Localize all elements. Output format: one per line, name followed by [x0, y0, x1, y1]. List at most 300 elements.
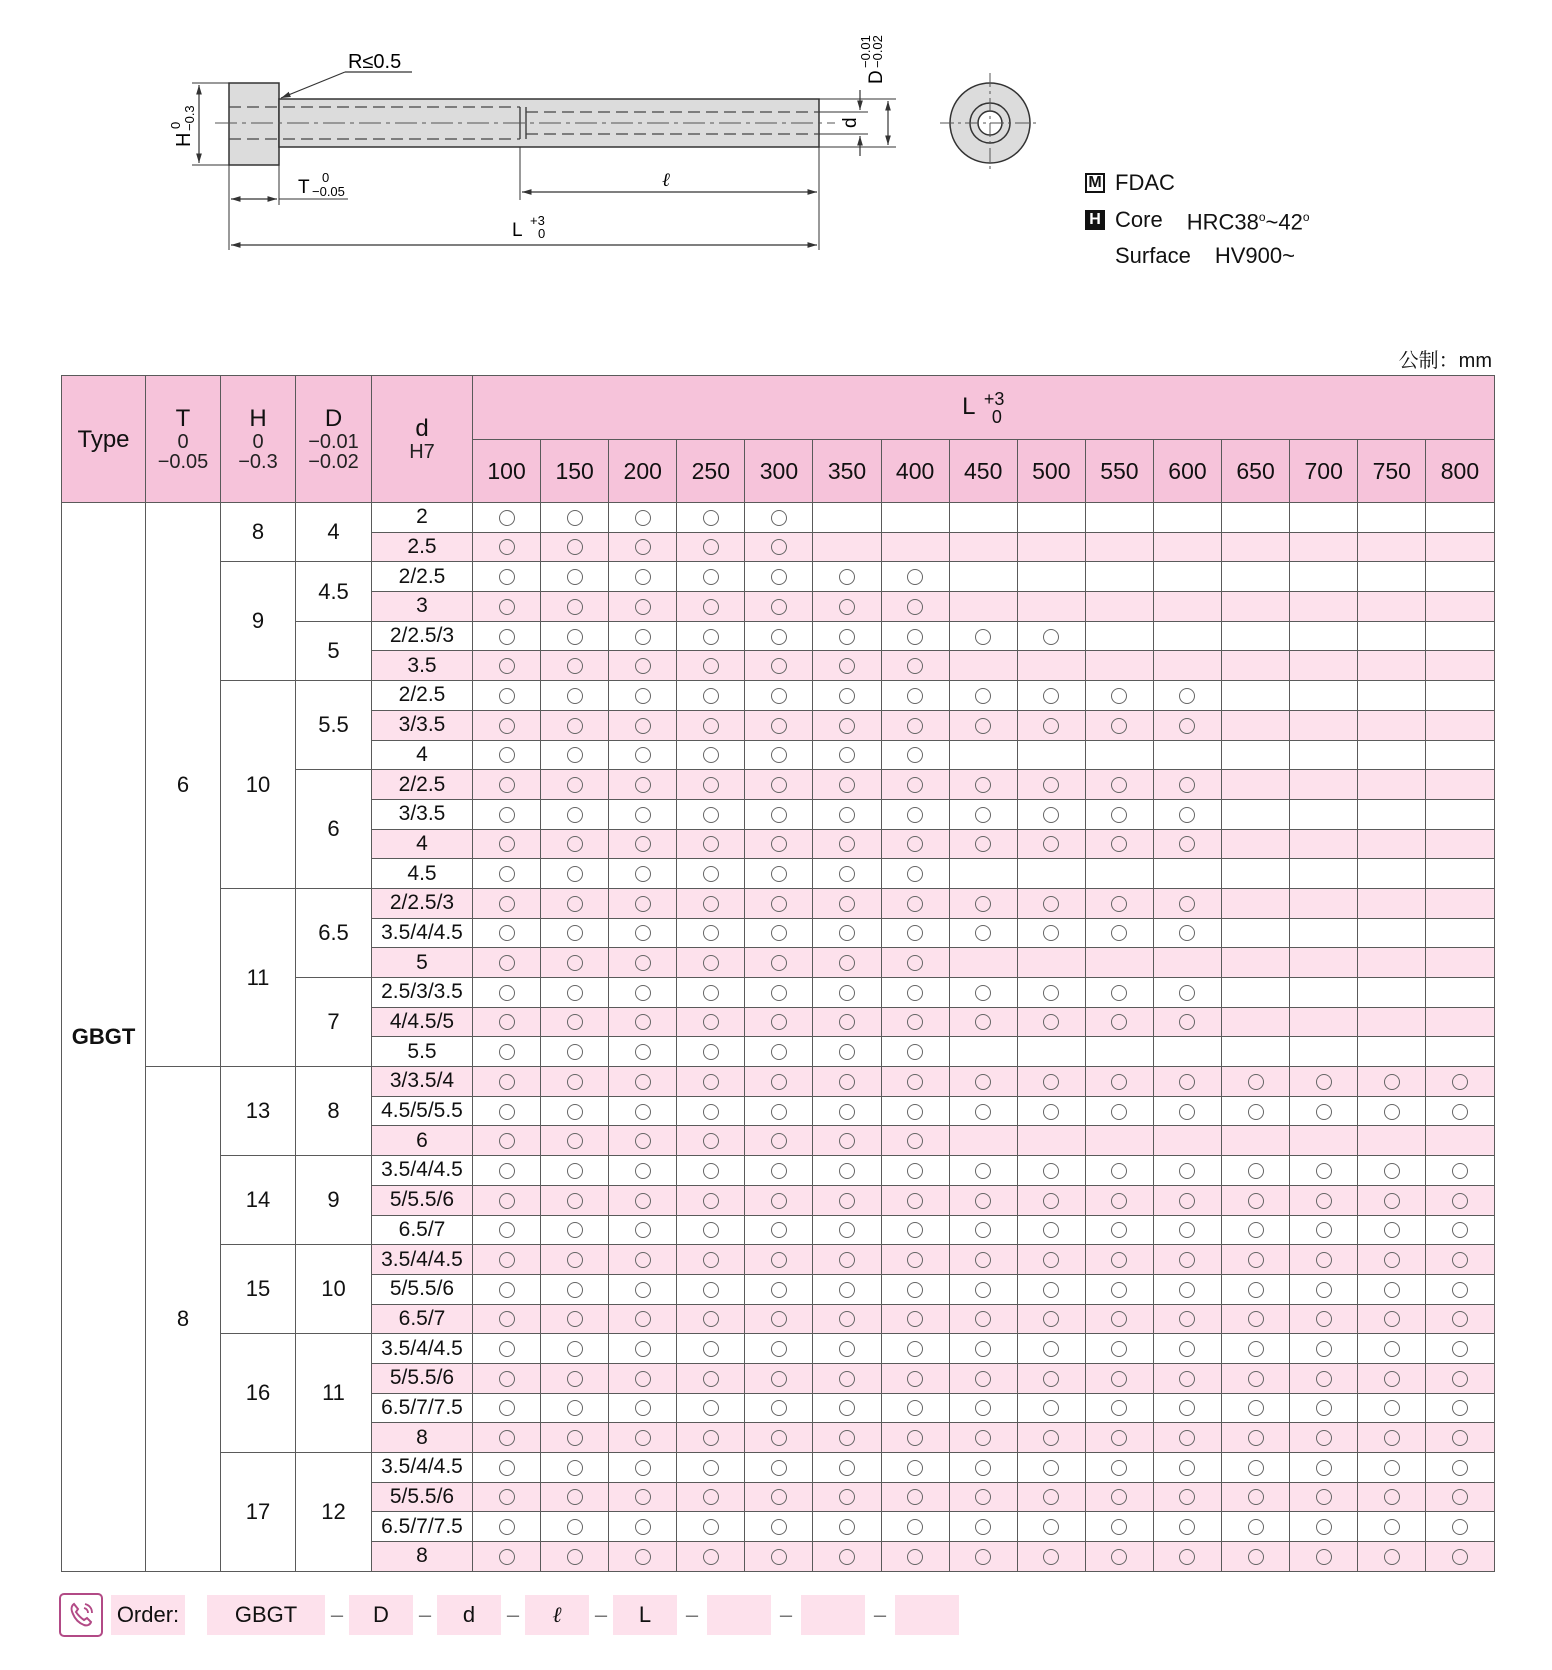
- available-mark: [1179, 1282, 1195, 1298]
- availability-cell: [1222, 1423, 1290, 1453]
- availability-cell: [1358, 1334, 1426, 1364]
- availability-cell: [745, 1363, 813, 1393]
- available-mark: [907, 985, 923, 1001]
- available-mark: [1043, 836, 1059, 852]
- availability-cell: [745, 1245, 813, 1275]
- available-mark: [771, 629, 787, 645]
- available-mark: [1452, 1489, 1468, 1505]
- available-mark: [635, 1400, 651, 1416]
- table-row: [62, 1453, 1495, 1483]
- availability-cell: [1085, 532, 1153, 562]
- availability-cell: [1290, 1185, 1358, 1215]
- available-mark: [703, 1400, 719, 1416]
- available-mark: [1111, 1282, 1127, 1298]
- availability-cell: [949, 1245, 1017, 1275]
- availability-cell: [1153, 651, 1221, 681]
- availability-cell: [1017, 1185, 1085, 1215]
- availability-cell: [1358, 1067, 1426, 1097]
- availability-cell: [541, 918, 609, 948]
- availability-cell: [1085, 770, 1153, 800]
- available-mark: [567, 925, 583, 941]
- availability-cell: [949, 859, 1017, 889]
- availability-cell: [1153, 1482, 1221, 1512]
- available-mark: [703, 1282, 719, 1298]
- available-mark: [771, 836, 787, 852]
- availability-cell: [677, 978, 745, 1008]
- available-mark: [499, 1163, 515, 1179]
- availability-cell: [881, 859, 949, 889]
- availability-cell: [1290, 770, 1358, 800]
- available-mark: [567, 985, 583, 1001]
- available-mark: [703, 1163, 719, 1179]
- availability-cell: [745, 503, 813, 533]
- order-field-7: [895, 1595, 959, 1635]
- availability-cell: [881, 1363, 949, 1393]
- availability-cell: [1358, 770, 1426, 800]
- available-mark: [771, 569, 787, 585]
- d-cell: 3.5/4/4.5: [372, 1156, 473, 1186]
- availability-cell: [1017, 1037, 1085, 1067]
- availability-cell: [473, 1304, 541, 1334]
- available-mark: [567, 955, 583, 971]
- availability-cell: [1222, 1542, 1290, 1572]
- available-mark: [567, 777, 583, 793]
- availability-cell: [745, 770, 813, 800]
- availability-cell: [1153, 532, 1221, 562]
- available-mark: [771, 1489, 787, 1505]
- availability-cell: [1426, 592, 1494, 622]
- availability-cell: [1358, 562, 1426, 592]
- available-mark: [975, 1371, 991, 1387]
- available-mark: [1179, 1163, 1195, 1179]
- available-mark: [1316, 1104, 1332, 1120]
- available-mark: [1248, 1341, 1264, 1357]
- availability-cell: [1290, 710, 1358, 740]
- availability-cell: [1426, 532, 1494, 562]
- availability-cell: [677, 1512, 745, 1542]
- available-mark: [567, 836, 583, 852]
- available-mark: [703, 1549, 719, 1565]
- available-mark: [1043, 925, 1059, 941]
- availability-cell: [949, 562, 1017, 592]
- order-field-4: L: [613, 1595, 677, 1635]
- available-mark: [771, 777, 787, 793]
- availability-cell: [745, 681, 813, 711]
- d-cell: 5/5.5/6: [372, 1274, 473, 1304]
- availability-cell: [949, 1423, 1017, 1453]
- availability-cell: [1222, 978, 1290, 1008]
- available-mark: [1043, 629, 1059, 645]
- availability-cell: [609, 651, 677, 681]
- availability-cell: [541, 948, 609, 978]
- availability-cell: [473, 681, 541, 711]
- availability-cell: [1017, 948, 1085, 978]
- available-mark: [1043, 1341, 1059, 1357]
- available-mark: [703, 688, 719, 704]
- available-mark: [567, 718, 583, 734]
- table-row: [62, 1156, 1495, 1186]
- availability-cell: [1290, 1156, 1358, 1186]
- available-mark: [839, 866, 855, 882]
- d-cell: 6.5/7: [372, 1304, 473, 1334]
- available-mark: [907, 1519, 923, 1535]
- available-mark: [1111, 1430, 1127, 1446]
- available-mark: [635, 1163, 651, 1179]
- available-mark: [839, 807, 855, 823]
- availability-cell: [541, 1007, 609, 1037]
- availability-cell: [473, 740, 541, 770]
- availability-cell: [609, 503, 677, 533]
- available-mark: [771, 1252, 787, 1268]
- available-mark: [1111, 1460, 1127, 1476]
- available-mark: [703, 1014, 719, 1030]
- available-mark: [839, 1341, 855, 1357]
- available-mark: [975, 629, 991, 645]
- availability-cell: [813, 918, 881, 948]
- available-mark: [703, 1104, 719, 1120]
- available-mark: [635, 1460, 651, 1476]
- available-mark: [1179, 777, 1195, 793]
- available-mark: [907, 629, 923, 645]
- availability-cell: [677, 1215, 745, 1245]
- availability-cell: [541, 1156, 609, 1186]
- material-badge: M: [1085, 173, 1105, 193]
- availability-cell: [1290, 1423, 1358, 1453]
- availability-cell: [881, 562, 949, 592]
- available-mark: [839, 1489, 855, 1505]
- availability-cell: [1017, 1096, 1085, 1126]
- availability-cell: [1222, 918, 1290, 948]
- available-mark: [1043, 1519, 1059, 1535]
- availability-cell: [745, 829, 813, 859]
- d-cell: 3.5/4/4.5: [372, 1453, 473, 1483]
- availability-cell: [1358, 651, 1426, 681]
- availability-cell: [1426, 1393, 1494, 1423]
- available-mark: [703, 629, 719, 645]
- available-mark: [567, 896, 583, 912]
- available-mark: [907, 896, 923, 912]
- available-mark: [975, 896, 991, 912]
- availability-cell: [949, 1007, 1017, 1037]
- available-mark: [771, 599, 787, 615]
- availability-cell: [677, 1482, 745, 1512]
- available-mark: [1179, 688, 1195, 704]
- available-mark: [1452, 1371, 1468, 1387]
- available-mark: [567, 1460, 583, 1476]
- available-mark: [1452, 1311, 1468, 1327]
- available-mark: [771, 1104, 787, 1120]
- available-mark: [975, 1222, 991, 1238]
- available-mark: [1111, 718, 1127, 734]
- available-mark: [1316, 1460, 1332, 1476]
- availability-cell: [609, 859, 677, 889]
- availability-cell: [949, 1363, 1017, 1393]
- availability-cell: [745, 918, 813, 948]
- availability-cell: [1085, 562, 1153, 592]
- availability-cell: [881, 532, 949, 562]
- order-field-0: GBGT: [207, 1595, 325, 1635]
- end-view: [940, 73, 1040, 173]
- availability-cell: [949, 681, 1017, 711]
- availability-cell: [1017, 859, 1085, 889]
- availability-cell: [1426, 770, 1494, 800]
- radius-note: R≤0.5: [348, 51, 402, 73]
- D-dim-tol-lower: −0.02: [870, 35, 885, 68]
- availability-cell: [813, 1245, 881, 1275]
- availability-cell: [745, 651, 813, 681]
- available-mark: [907, 777, 923, 793]
- material-spec: [1085, 166, 1310, 273]
- availability-cell: [677, 562, 745, 592]
- availability-cell: [813, 770, 881, 800]
- availability-cell: [541, 681, 609, 711]
- surface-value: HV900~: [1214, 243, 1295, 269]
- availability-cell: [1290, 1453, 1358, 1483]
- D-cell: 6: [296, 770, 372, 889]
- available-mark: [771, 1282, 787, 1298]
- available-mark: [839, 1430, 855, 1446]
- availability-cell: [541, 740, 609, 770]
- available-mark: [1111, 1519, 1127, 1535]
- available-mark: [499, 1311, 515, 1327]
- availability-cell: [813, 1037, 881, 1067]
- available-mark: [567, 1311, 583, 1327]
- available-mark: [499, 1371, 515, 1387]
- material-name: FDAC: [1115, 170, 1175, 195]
- available-mark: [635, 1341, 651, 1357]
- available-mark: [1043, 1252, 1059, 1268]
- available-mark: [499, 1460, 515, 1476]
- available-mark: [567, 1371, 583, 1387]
- availability-cell: [1085, 978, 1153, 1008]
- available-mark: [567, 1133, 583, 1149]
- available-mark: [975, 1519, 991, 1535]
- available-mark: [567, 807, 583, 823]
- availability-cell: [745, 1007, 813, 1037]
- availability-cell: [1290, 503, 1358, 533]
- availability-cell: [949, 1126, 1017, 1156]
- availability-cell: [1017, 1512, 1085, 1542]
- availability-cell: [949, 1274, 1017, 1304]
- dimension-table: [61, 375, 1495, 1572]
- availability-cell: [881, 1423, 949, 1453]
- available-mark: [1043, 1549, 1059, 1565]
- available-mark: [975, 1252, 991, 1268]
- available-mark: [499, 1519, 515, 1535]
- availability-cell: [609, 1096, 677, 1126]
- d-cell: 5.5: [372, 1037, 473, 1067]
- available-mark: [499, 1430, 515, 1446]
- available-mark: [499, 1282, 515, 1298]
- availability-cell: [881, 1007, 949, 1037]
- availability-cell: [1085, 799, 1153, 829]
- availability-cell: [609, 532, 677, 562]
- available-mark: [499, 807, 515, 823]
- availability-cell: [609, 562, 677, 592]
- available-mark: [567, 1014, 583, 1030]
- availability-cell: [609, 1215, 677, 1245]
- available-mark: [635, 1430, 651, 1446]
- availability-cell: [677, 1423, 745, 1453]
- available-mark: [771, 1311, 787, 1327]
- available-mark: [635, 539, 651, 555]
- available-mark: [1316, 1341, 1332, 1357]
- h-label: H: [173, 132, 195, 147]
- available-mark: [499, 896, 515, 912]
- available-mark: [567, 1044, 583, 1060]
- header-H: H 0 −0.3: [221, 376, 296, 503]
- available-mark: [771, 1193, 787, 1209]
- available-mark: [975, 1282, 991, 1298]
- available-mark: [1384, 1311, 1400, 1327]
- availability-cell: [677, 1245, 745, 1275]
- availability-cell: [813, 1156, 881, 1186]
- available-mark: [975, 1193, 991, 1209]
- availability-cell: [541, 978, 609, 1008]
- d-cell: 3.5: [372, 651, 473, 681]
- available-mark: [635, 925, 651, 941]
- available-mark: [1179, 836, 1195, 852]
- availability-cell: [949, 710, 1017, 740]
- available-mark: [839, 658, 855, 674]
- available-mark: [907, 747, 923, 763]
- available-mark: [907, 599, 923, 615]
- availability-cell: [1085, 1215, 1153, 1245]
- availability-cell: [745, 1482, 813, 1512]
- available-mark: [703, 1489, 719, 1505]
- availability-cell: [745, 1037, 813, 1067]
- availability-cell: [881, 1542, 949, 1572]
- available-mark: [839, 1104, 855, 1120]
- availability-cell: [1358, 859, 1426, 889]
- availability-cell: [677, 532, 745, 562]
- availability-cell: [881, 1037, 949, 1067]
- d-cell: 5/5.5/6: [372, 1363, 473, 1393]
- availability-cell: [1085, 710, 1153, 740]
- available-mark: [499, 925, 515, 941]
- available-mark: [499, 1133, 515, 1149]
- available-mark: [499, 599, 515, 615]
- availability-cell: [813, 1542, 881, 1572]
- availability-cell: [541, 1512, 609, 1542]
- available-mark: [771, 1014, 787, 1030]
- availability-cell: [745, 1126, 813, 1156]
- availability-cell: [541, 1185, 609, 1215]
- available-mark: [499, 539, 515, 555]
- available-mark: [635, 718, 651, 734]
- availability-cell: [1153, 770, 1221, 800]
- availability-cell: [949, 1067, 1017, 1097]
- available-mark: [771, 1044, 787, 1060]
- availability-cell: [1358, 978, 1426, 1008]
- availability-cell: [1153, 1215, 1221, 1245]
- availability-cell: [1426, 1423, 1494, 1453]
- available-mark: [907, 1193, 923, 1209]
- availability-cell: [949, 503, 1017, 533]
- ell-label: ℓ: [662, 169, 670, 191]
- availability-cell: [813, 1185, 881, 1215]
- D-cell: 5: [296, 621, 372, 680]
- availability-cell: [677, 1393, 745, 1423]
- availability-cell: [1017, 829, 1085, 859]
- availability-cell: [1153, 1245, 1221, 1275]
- availability-cell: [1085, 1245, 1153, 1275]
- availability-cell: [677, 651, 745, 681]
- availability-cell: [1290, 1126, 1358, 1156]
- available-mark: [1179, 1371, 1195, 1387]
- available-mark: [839, 985, 855, 1001]
- available-mark: [771, 1400, 787, 1416]
- available-mark: [567, 1549, 583, 1565]
- available-mark: [703, 1430, 719, 1446]
- header-length-750: 750: [1358, 440, 1426, 503]
- available-mark: [703, 1341, 719, 1357]
- availability-cell: [1290, 1393, 1358, 1423]
- availability-cell: [609, 621, 677, 651]
- availability-cell: [1426, 681, 1494, 711]
- availability-cell: [1290, 978, 1358, 1008]
- d-cell: 2/2.5: [372, 562, 473, 592]
- available-mark: [771, 718, 787, 734]
- availability-cell: [1222, 948, 1290, 978]
- available-mark: [907, 1282, 923, 1298]
- availability-cell: [1358, 532, 1426, 562]
- available-mark: [499, 985, 515, 1001]
- D-cell: 7: [296, 978, 372, 1067]
- availability-cell: [609, 799, 677, 829]
- availability-cell: [1290, 799, 1358, 829]
- available-mark: [1043, 896, 1059, 912]
- table-row: [62, 1334, 1495, 1364]
- available-mark: [1179, 1519, 1195, 1535]
- availability-cell: [473, 1156, 541, 1186]
- availability-cell: [881, 651, 949, 681]
- availability-cell: [473, 1393, 541, 1423]
- available-mark: [1316, 1489, 1332, 1505]
- availability-cell: [1017, 592, 1085, 622]
- availability-cell: [1017, 1542, 1085, 1572]
- available-mark: [635, 599, 651, 615]
- available-mark: [1043, 1430, 1059, 1446]
- availability-cell: [1222, 1274, 1290, 1304]
- header-length-300: 300: [745, 440, 813, 503]
- availability-cell: [609, 1185, 677, 1215]
- availability-cell: [609, 770, 677, 800]
- available-mark: [1248, 1371, 1264, 1387]
- availability-cell: [1426, 1334, 1494, 1364]
- availability-cell: [541, 1067, 609, 1097]
- available-mark: [1179, 925, 1195, 941]
- availability-cell: [1426, 503, 1494, 533]
- available-mark: [907, 1014, 923, 1030]
- order-separator: –: [594, 1602, 608, 1627]
- h-cell: 17: [221, 1453, 296, 1572]
- d-cell: 5/5.5/6: [372, 1185, 473, 1215]
- availability-cell: [1426, 1245, 1494, 1275]
- available-mark: [635, 1222, 651, 1238]
- availability-cell: [1017, 1363, 1085, 1393]
- available-mark: [703, 510, 719, 526]
- d-cell: 3.5/4/4.5: [372, 1334, 473, 1364]
- d-cell: 6.5/7/7.5: [372, 1512, 473, 1542]
- availability-cell: [745, 978, 813, 1008]
- available-mark: [703, 955, 719, 971]
- available-mark: [1111, 836, 1127, 852]
- D-dim-tol-upper: −0.01: [858, 35, 873, 68]
- table-row: [62, 681, 1495, 711]
- available-mark: [567, 1193, 583, 1209]
- availability-cell: [473, 1542, 541, 1572]
